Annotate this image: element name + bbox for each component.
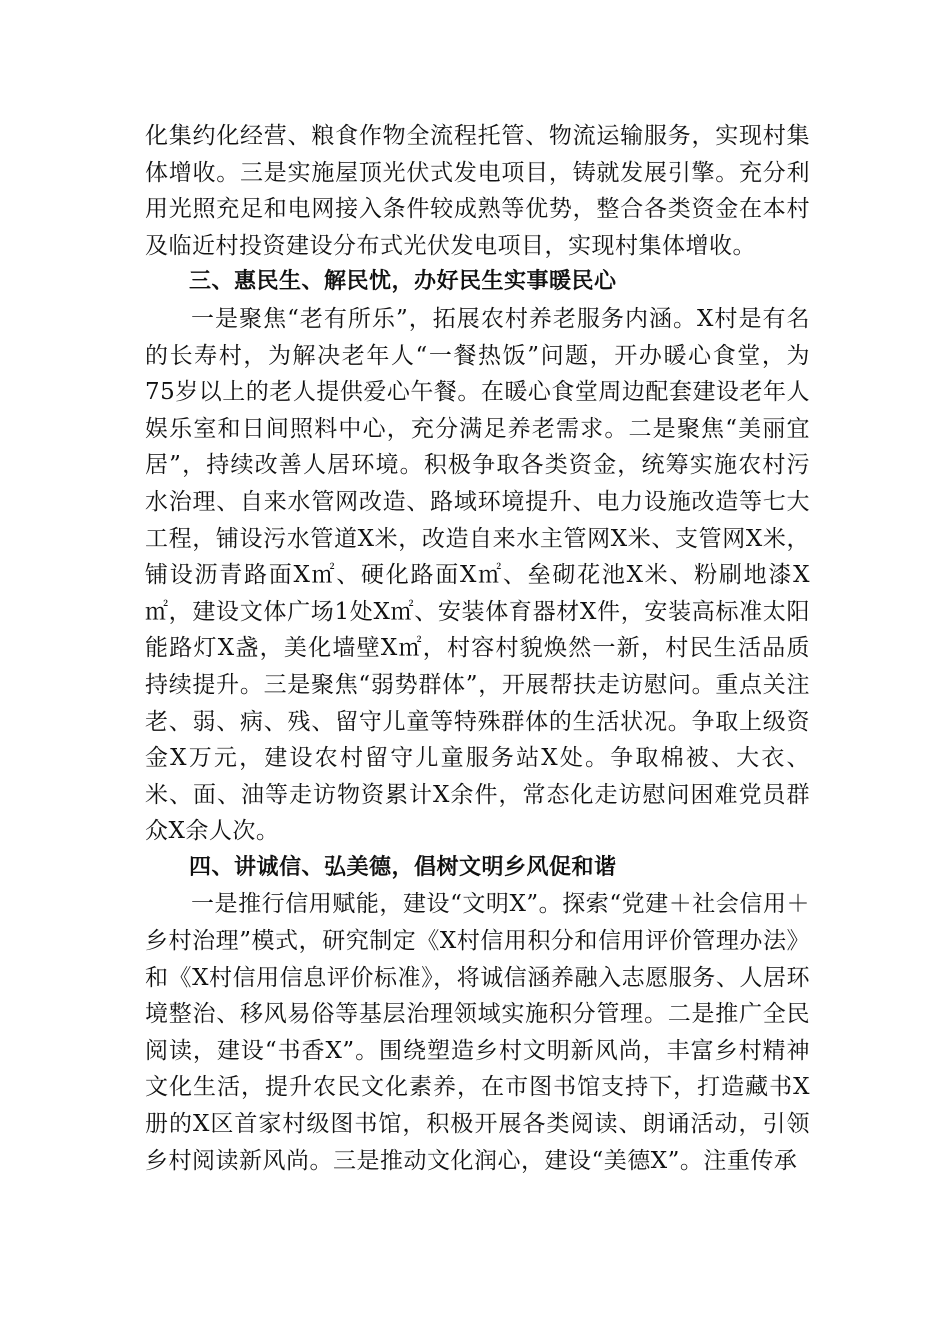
section-heading-4: 四、讲诚信、弘美德，倡树文明乡风促和谐 (189, 854, 617, 880)
paragraph-continuation: 化集约化经营、粮食作物全流程托管、物流运输服务，实现村集体增收。三是实施屋顶光伏式发电项目，铸就发展引擎。充分利用光照充足和电网接入条件较成熟等优势，整合各类资金在本村及临近村投资建设分布式光伏发电项目，实现村集体增收。 (145, 123, 810, 259)
section-heading-3: 三、惠民生、解民忧，办好民生实事暖民心 (189, 269, 617, 295)
paragraph-section-3: 一是聚焦“老有所乐”，拓展农村养老服务内涵。X村是有名的长寿村，为解决老年人“一餐热饭”问题，开办暖心食堂，为75岁以上的老人提供爱心午餐。在暖心食堂周边配套建设老年人娱乐室和日间照料中心，充分满足养老需求。二是聚焦“美丽宜居”，持续改善人居环境。积极争取各类资金，统筹实施农村污水治理、自来水管网改造、路域环境提升、电力设施改造等七大工程，铺设污水管道X米，改造自来水主管网X米、支管网X米，铺设沥青路面X㎡、硬化路面X㎡、垒砌花池X米、粉刷地漆X㎡，建设文体广场1处X㎡、安装体育器材X件，安装高标准太阳能路灯X盏，美化墙壁X㎡，村容村貌焕然一新，村民生活品质持续提升。三是聚焦“弱势群体”，开展帮扶走访慰问。重点关注老、弱、病、残、留守儿童等特殊群体的生活状况。争取上级资金X万元，建设农村留守儿童服务站X处。争取棉被、大衣、米、面、油等走访物资累计X余件，常态化走访慰问困难党员群众X余人次。 (145, 305, 810, 845)
document-body (145, 118, 810, 1179)
paragraph-section-4: 一是推行信用赋能，建设“文明X”。探索“党建＋社会信用＋乡村治理”模式，研究制定《X村信用积分和信用评价管理办法》和《X村信用信息评价标准》，将诚信涵养融入志愿服务、人居环境整治、移风易俗等基层治理领域实施积分管理。二是推广全民阅读，建设“书香X”。围绕塑造乡村文明新风尚，丰富乡村精神文化生活，提升农民文化素养，在市图书馆支持下，打造藏书X册的X区首家村级图书馆，积极开展各类阅读、朗诵活动，引领乡村阅读新风尚。三是推动文化润心，建设“美德X”。注重传承 (145, 891, 810, 1174)
